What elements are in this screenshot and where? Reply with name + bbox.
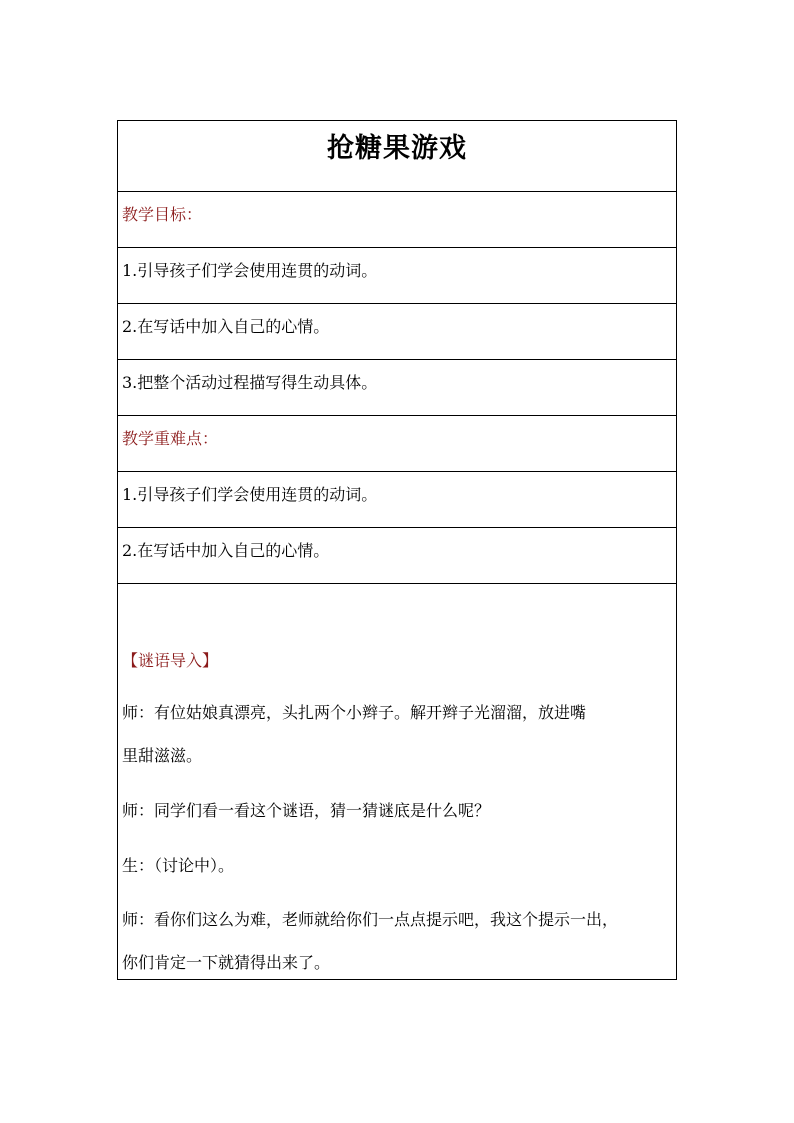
goals-heading-row [118, 192, 676, 248]
goals-heading: 教学目标： [122, 205, 203, 224]
key-point-item: 1.引导孩子们学会使用连贯的动词。 [122, 485, 378, 504]
paragraph-line: 师：看你们这么为难，老师就给你们一点点提示吧，我这个提示一出， [122, 910, 619, 929]
paragraph-line: 师：有位姑娘真漂亮，头扎两个小辫子。解开辫子光溜溜，放进嘴 [122, 703, 587, 722]
title-row [118, 121, 676, 192]
goal-item: 2.在写话中加入自己的心情。 [122, 317, 330, 336]
key-point-item: 2.在写话中加入自己的心情。 [122, 541, 330, 560]
key-points-heading-row [118, 416, 676, 472]
paragraph-riddle [122, 701, 672, 725]
paragraph-line: 里甜滋滋。 [122, 746, 203, 765]
paragraph-hint-cont [122, 951, 672, 975]
paragraph-question: 师：同学们看一看这个谜语，猜一猜谜底是什么呢？ [122, 801, 491, 820]
goal-row-2 [118, 304, 676, 360]
paragraph-discussion: 生：（讨论中）。 [122, 856, 235, 875]
goal-row-1 [118, 248, 676, 304]
key-point-row-2 [118, 528, 676, 584]
lesson-content [118, 581, 676, 979]
goal-item: 3.把整个活动过程描写得生动具体。 [122, 373, 378, 392]
key-point-row-1 [118, 472, 676, 528]
document-title: 抢糖果游戏 [327, 133, 467, 164]
paragraph-hint [122, 908, 672, 932]
paragraph-line: 你们肯定一下就猜得出来了。 [122, 953, 331, 972]
paragraph-riddle-cont [122, 744, 672, 768]
lesson-plan-table [117, 120, 677, 980]
section-title: 【谜语导入】 [122, 651, 219, 670]
goal-item: 1.引导孩子们学会使用连贯的动词。 [122, 261, 378, 280]
goal-row-3 [118, 360, 676, 416]
key-points-heading: 教学重难点： [122, 429, 219, 448]
